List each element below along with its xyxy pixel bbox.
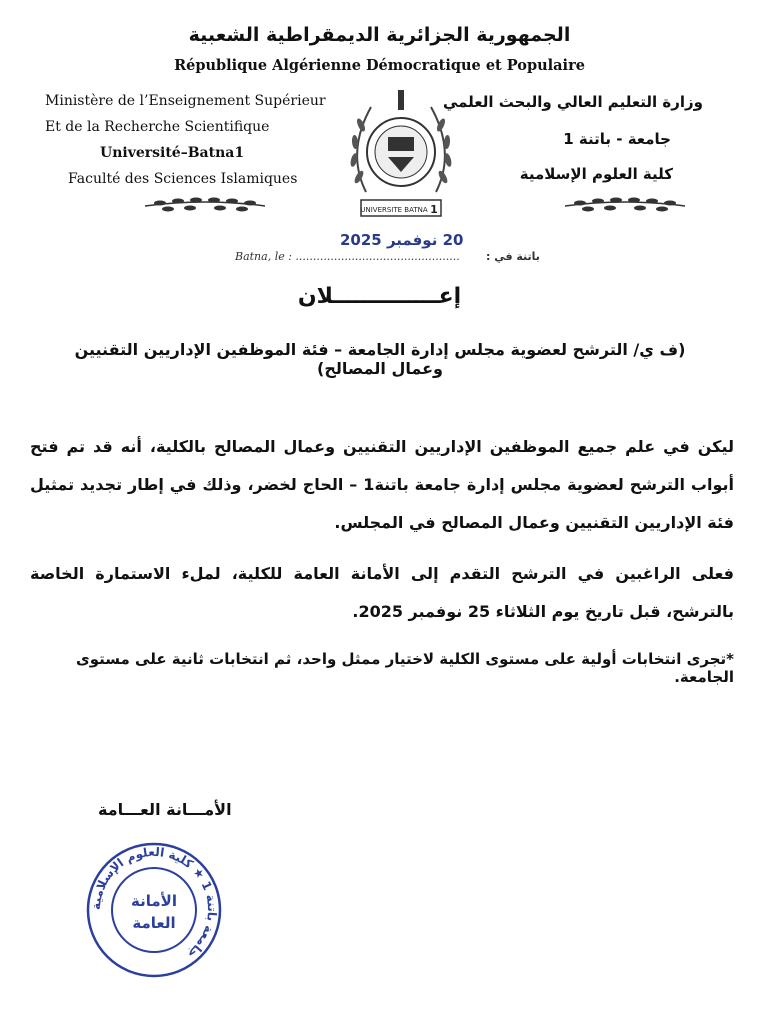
ministry-line-ar: وزارة التعليم العالي والبحث العلمي	[442, 93, 703, 111]
left-laurel-ornament	[140, 196, 270, 216]
faculty-line-ar: كلية العلوم الإسلامية	[519, 165, 673, 183]
stamp-inner-line-2: العامة	[132, 914, 176, 932]
date-stamp: 20 نوفمبر 2025	[340, 231, 464, 249]
university-logo	[326, 82, 476, 232]
stamp-inner-line-1: الأمانة	[131, 892, 177, 910]
research-line: Et de la Recherche Scientifique	[45, 119, 270, 135]
body-paragraph-1: ليكن في علم جميع الموظفين الإداريين التقنيين وعمال المصالح بالكلية، أنه قد تم فتح أبواب الترشح لعضوية مجلس إدارة جامعة باتنة1 – الحاج لخضر، وذلك في إطار تجديد تمثيل فئة الإداريين التقنيين وعمال المصالح في المجلس.	[30, 437, 735, 532]
signature-title: الأمـــانة العـــامة	[98, 800, 232, 819]
logo-number: 1	[430, 203, 438, 216]
header-arabic-title: الجمهورية الجزائرية الديمقراطية الشعبية	[188, 24, 571, 46]
university-line-ar: جامعة - باتنة 1	[563, 130, 671, 148]
faculty-line: Faculté des Sciences Islamiques	[68, 171, 298, 187]
announcement-title: إعــــــــــــــلان	[297, 284, 462, 309]
body-paragraph-2: فعلى الراغبين في الترشح التقدم إلى الأمانة العامة للكلية، لملء الاستمارة الخاصة بالترشح، قبل تاريخ يوم الثلاثاء 25 نوفمبر 2025.	[30, 564, 734, 621]
announcement-subject: (ف ي/ الترشح لعضوية مجلس إدارة الجامعة – فئة الموظفين الإداريين التقنيين وعمال المصالح)	[74, 340, 686, 378]
stamp-outer-text: جامعة باتنة 1 ★ كلية العلوم الإسلامية	[88, 844, 220, 962]
logo-banner-text: UNIVERSITE BATNA	[360, 206, 428, 214]
batna-date-line-ar: باتنة في :	[486, 250, 540, 263]
elections-note: *تجرى انتخابات أولية على مستوى الكلية لاختيار ممثل واحد، ثم انتخابات ثانية على مستوى الجامعة.	[75, 650, 734, 686]
ministry-line: Ministère de l’Enseignement Supérieur	[45, 93, 326, 109]
official-stamp	[84, 840, 224, 980]
university-line: Université–Batna1	[100, 145, 245, 161]
batna-date-line: Batna, le : ...............................................	[235, 250, 460, 263]
right-laurel-ornament	[560, 196, 690, 216]
header-french-title: République Algérienne Démocratique et Populaire	[174, 57, 585, 74]
